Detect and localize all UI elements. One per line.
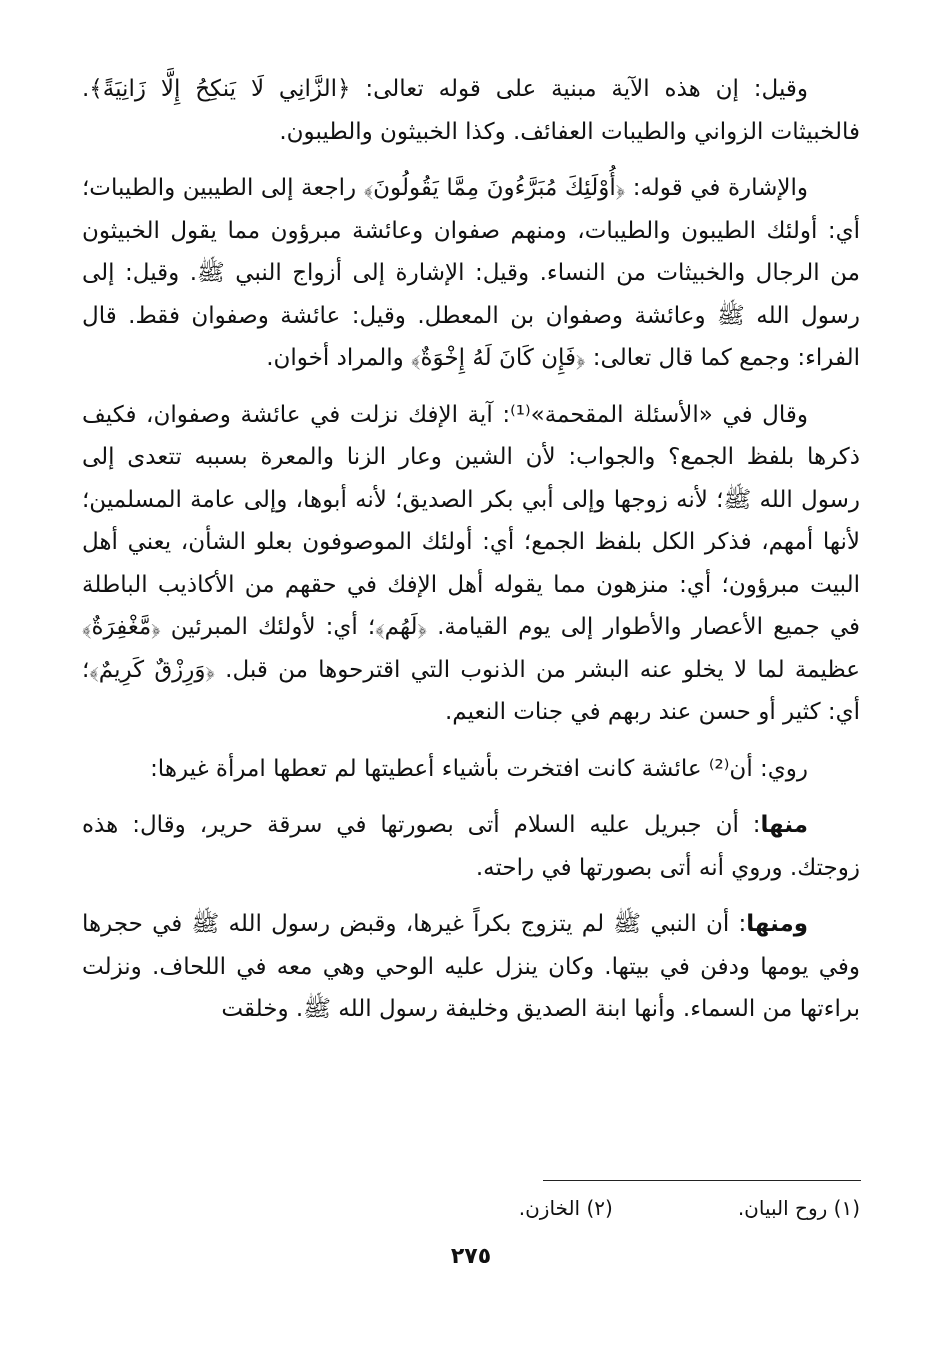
item-text: : أن النبي ﷺ لم يتزوج بكراً غيرها، وقبض رسول الله ﷺ في حجرها وفي يومها ودفن في بيتها. وكان ينزل عليه الوحي وهي معه في اللحاف. ونزلت براءتها من السماء. وأنها ابنة الصديق وخليفة رسول الله ﷺ. وخلقت xyxy=(82,911,860,1022)
page-body xyxy=(82,68,860,1045)
footnote-1: (١) روح البيان. xyxy=(737,1196,860,1220)
item-lead: منها xyxy=(760,812,808,838)
item-lead: ومنها xyxy=(746,911,808,937)
footnotes xyxy=(300,1193,860,1223)
list-item xyxy=(82,903,860,1031)
paragraph-asila: وقال في «الأسئلة المقحمة»⁽¹⁾: آية الإفك نزلت في عائشة وصفوان، فكيف ذكرها بلفظ الجمع؟ والجواب: لأن الشين وعار الزنا والمعرة بسببه تتعدى إلى رسول الله ﷺ؛ لأنه زوجها وإلى أبي بكر الصديق؛ لأنه أبوها، وإلى عامة المسلمين؛ لأنها أمهم، فذكر الكل بلفظ الجمع؛ أي: أولئك الموصوفون بعلو الشأن، يعني أهل البيت مبرؤون؛ أي: منزهون مما يقوله أهل الإفك في حقهم من الأكاذيب الباطلة في جميع الأعصار والأطوار إلى يوم القيامة. ﴿لَهُم﴾؛ أي: لأولئك المبرئين ﴿مَّغْفِرَةٌ﴾ عظيمة لما لا يخلو عنه البشر من الذنوب التي اقترحوها من قبل. ﴿وَرِزْقٌ كَرِيمٌ﴾؛ أي: كثير أو حسن عند ربهم في جنات النعيم. xyxy=(82,401,860,725)
paragraph-intro: وقيل: إن هذه الآية مبنية على قوله تعالى: ﴿الزَّانِي لَا يَنكِحُ إِلَّا زَانِيَةً﴾. فالخبيثات الزواني والطيبات العفائف. وكذا الخبيثون والطيبون. xyxy=(82,76,860,145)
page-number: ٢٧٥ xyxy=(450,1244,492,1269)
paragraph-ruwiya: روي: أن⁽²⁾ عائشة كانت افتخرت بأشياء أعطيتها لم تعطها امرأة غيرها: xyxy=(150,755,808,782)
footnote-2: (٢) الخازن. xyxy=(518,1196,613,1220)
list-item xyxy=(82,804,860,889)
paragraph-ishara: والإشارة في قوله: ﴿أُوْلَئِكَ مُبَرَّءُونَ مِمَّا يَقُولُونَ﴾ راجعة إلى الطيبين والطيبات؛ أي: أولئك الطيبون والطيبات، ومنهم صفوان وعائشة مبرؤون مما يقول الخبيثون من الرجال والخبيثات من النساء. وقيل: الإشارة إلى أزواج النبي ﷺ. وقيل: إلى رسول الله ﷺ وعائشة وصفوان بن المعطل. وقيل: عائشة وصفوان فقط. قال الفراء: وجمع كما قال تعالى: ﴿فَإِن كَانَ لَهُ إِخْوَةٌ﴾ والمراد أخوان. xyxy=(82,175,860,371)
footnote-divider xyxy=(543,1180,861,1181)
item-text: : أن جبريل عليه السلام أتى بصورتها في سرقة حرير، وقال: هذه زوجتك. وروي أنه أتى بصورتها في راحته. xyxy=(82,812,860,881)
